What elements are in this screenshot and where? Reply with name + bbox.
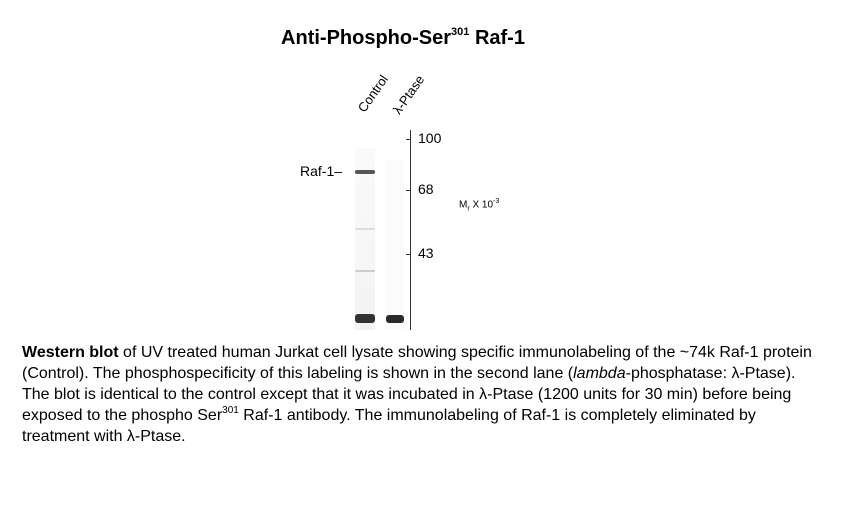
caption-bold: Western blot xyxy=(22,344,119,361)
marker-43: 43 xyxy=(418,245,434,261)
caption-sup: 301 xyxy=(222,405,239,416)
marker-tick xyxy=(406,254,411,255)
marker-68: 68 xyxy=(418,181,434,197)
title-sup: 301 xyxy=(451,26,470,38)
bottom-band xyxy=(355,314,375,323)
figure-title xyxy=(0,26,806,50)
blot-lane-control xyxy=(355,148,375,330)
marker-100: 100 xyxy=(418,130,442,146)
raf1-band-label: Raf-1– xyxy=(300,163,343,179)
mr-x: X 10 xyxy=(469,199,494,211)
lane-label-control: Control xyxy=(354,72,392,115)
marker-tick xyxy=(406,139,411,140)
figure-caption xyxy=(22,342,822,447)
title-suffix: Raf-1 xyxy=(469,27,525,49)
caption-text: -phosphatase: λ-Ptase). The blot is identical to the control except that it was incubated in λ-Ptase (1200 units for 30 min) before being exposed to the phospho Ser xyxy=(22,365,796,424)
caption-italic: lambda xyxy=(573,365,626,382)
mr-sub: r xyxy=(467,205,470,213)
caption-text: Raf-1 antibody. The immunolabeling of Raf-1 is completely eliminated by treatment with λ-Ptase. xyxy=(22,407,756,445)
marker-tick xyxy=(406,190,411,191)
blot-lane-ptase xyxy=(386,160,404,330)
caption-text: of UV treated human Jurkat cell lysate showing specific immunolabeling of the ~74k Raf-1 protein (Control). The phosphospecificity of this labeling is shown in the second lane ( xyxy=(22,344,812,382)
bottom-band xyxy=(386,315,404,323)
minor-band xyxy=(355,228,375,230)
marker-axis xyxy=(410,130,411,330)
mr-m: M xyxy=(459,199,468,211)
minor-band xyxy=(355,270,375,272)
title-text: Anti-Phospho-Ser xyxy=(281,27,452,49)
lane-label-ptase: λ-Ptase xyxy=(389,72,428,117)
mr-sup: -3 xyxy=(493,198,500,205)
mr-label xyxy=(459,198,499,212)
raf1-band xyxy=(355,170,375,174)
